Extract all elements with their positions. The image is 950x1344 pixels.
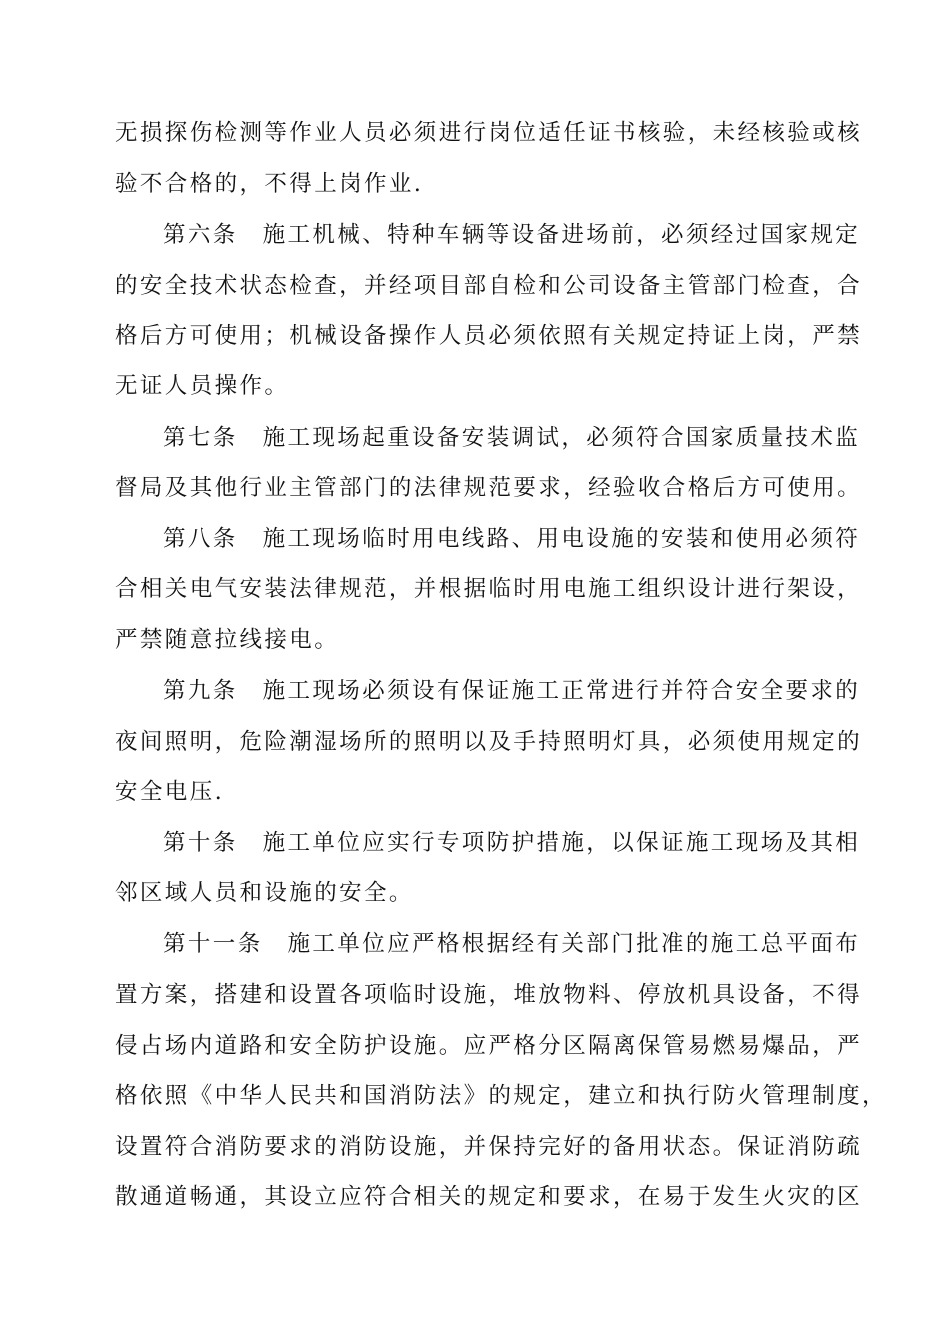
text-line: 侵占场内道路和安全防护设施。应严格分区隔离保管易燃易爆品，严: [115, 1033, 863, 1059]
text-line: 置方案，搭建和设置各项临时设施，堆放物料、停放机具设备，不得: [115, 982, 863, 1008]
text-line: 合相关电气安装法律规范，并根据临时用电施工组织设计进行架设，: [115, 576, 863, 602]
text-line: 督局及其他行业主管部门的法律规范要求，经验收合格后方可使用。: [115, 475, 863, 501]
text-line: 夜间照明，危险潮湿场所的照明以及手持照明灯具，必须使用规定的: [115, 729, 863, 755]
article-6-heading-line: 第六条 施工机械、特种车辆等设备进场前，必须经过国家规定: [163, 222, 861, 248]
text-line: 安全电压.: [115, 779, 225, 805]
text-line: 设置符合消防要求的消防设施，并保持完好的备用状态。保证消防疏: [115, 1134, 863, 1160]
article-11-heading-line: 第十一条 施工单位应严格根据经有关部门批准的施工总平面布: [163, 931, 861, 957]
article-9-heading-line: 第九条 施工现场必须设有保证施工正常进行并符合安全要求的: [163, 678, 861, 704]
text-line: 无证人员操作。: [115, 373, 290, 399]
text-line: 无损探伤检测等作业人员必须进行岗位适任证书核验，未经核验或核: [115, 120, 863, 146]
article-10-heading-line: 第十条 施工单位应实行专项防护措施，以保证施工现场及其相: [163, 830, 861, 856]
text-line: 验不合格的，不得上岗作业.: [115, 171, 424, 197]
article-8-heading-line: 第八条 施工现场临时用电线路、用电设施的安装和使用必须符: [163, 526, 861, 552]
text-line: 格后方可使用；机械设备操作人员必须依照有关规定持证上岗，严禁: [115, 323, 863, 349]
text-line: 邻区域人员和设施的安全。: [115, 880, 414, 906]
text-line: 散通道畅通，其设立应符合相关的规定和要求，在易于发生火灾的区: [115, 1184, 863, 1210]
text-line: 格依照《中华人民共和国消防法》的规定，建立和执行防火管理制度，: [115, 1083, 887, 1109]
article-7-heading-line: 第七条 施工现场起重设备安装调试，必须符合国家质量技术监: [163, 425, 861, 451]
text-line: 的安全技术状态检查，并经项目部自检和公司设备主管部门检查，合: [115, 273, 863, 299]
text-line: 严禁随意拉线接电。: [115, 627, 340, 653]
